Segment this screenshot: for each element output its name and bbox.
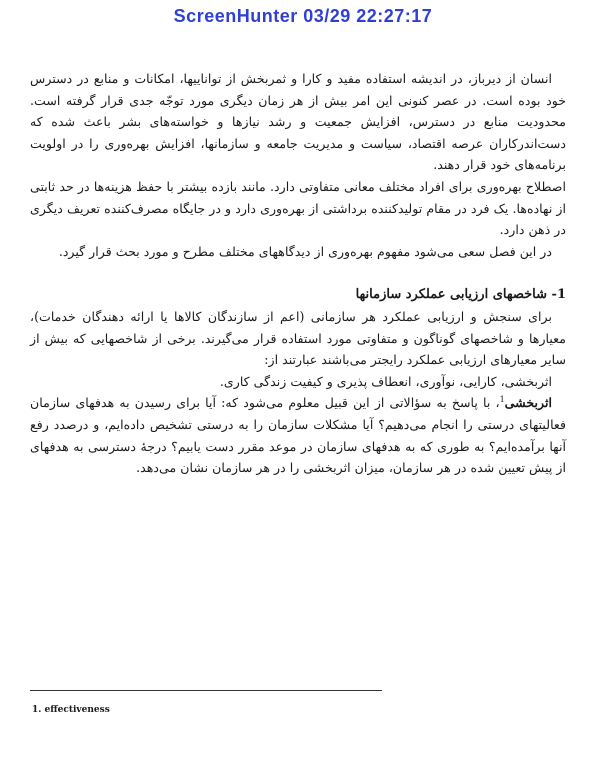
footnote: 1. effectiveness (32, 705, 110, 715)
effectiveness-description: ، با پاسخ به سؤالاتی از این قبیل معلوم می‌شود که: آیا برای رسیدن به هدفهای سازمان فعالیتهای درستی را انجام می‌دهیم؟ آیا مشکلات سازمان را به درستی تشخیص داده‌ایم، و درصدد رفع آنها برآمده‌ایم؟ به طوری که به هدفهای سازمان در موعد مقرر دست یابیم؟ درجهٔ دسترسی به هدفهای از پیش تعیین شده در هر سازمان، میزان اثربخشی را در هر سازمان نشان می‌دهد. (30, 395, 566, 476)
effectiveness-term: اثربخشی (504, 395, 552, 411)
paragraph-productivity-definition: اصطلاح بهره‌وری برای افراد مختلف معانی متفاوتی دارد. مانند بازده بیشتر با حفظ هزینه‌ها در حد ثابتی از نهاده‌ها. یک فرد در مقام تولیدکننده برداشتی از بهره‌وری دارد و در جایگاه مصرف‌کننده تعریف دیگری در ذهن دارد. (30, 178, 566, 238)
section-heading (30, 284, 566, 306)
paragraph-intro: انسان از دیرباز، در اندیشه استفاده مفید و کارا و ثمربخش از تواناییها، امکانات و منابع در دسترس خود بوده است. در عصر کنونی این امر بیش از هر زمان دیگری مورد توجّه جدی قرار گرفته است. محدودیت منابع در دسترس، افزایش جمعیت و رشد نیازها و خواسته‌های بشر باعث شده که دست‌اندرکاران عرصه اقتصاد، سیاست و مدیریت جامعه و سازمانها، افزایش بهره‌وری را در اولویت برنامه‌های خود قرار دهند. (30, 71, 566, 173)
paragraph-evaluation-criteria: برای سنجش و ارزیابی عملکرد هر سازمانی (اعم از سازندگان کالاها یا ارائه دهندگان خدمات)، معیارها و شاخصهای گوناگون و متفاوتی مورد استفاده قرار می‌گیرند. برخی از شاخصهایی که بیش از سایر معیارهای ارزیابی عملکرد رایجتر می‌باشند عبارتند از: (30, 308, 566, 368)
paragraph-chapter-scope: در این فصل سعی می‌شود مفهوم بهره‌وری از دیدگاههای مختلف مطرح و مورد بحث قرار گیرد. (58, 243, 552, 259)
footnote-reference: 1 (499, 395, 505, 405)
document-page (30, 60, 566, 479)
paragraph-indicator-list: اثربخشی، کارایی، نوآوری، انعطاف پذیری و کیفیت زندگی کاری. (219, 373, 552, 389)
section-heading-number: 1- (551, 287, 566, 303)
footnote-divider (30, 690, 382, 691)
paragraph-effectiveness (30, 392, 566, 478)
screenhunter-watermark: ScreenHunter 03/29 22:27:17 (173, 6, 433, 26)
section-heading-text: شاخصهای ارزیابی عملکرد سازمانها (355, 287, 548, 303)
